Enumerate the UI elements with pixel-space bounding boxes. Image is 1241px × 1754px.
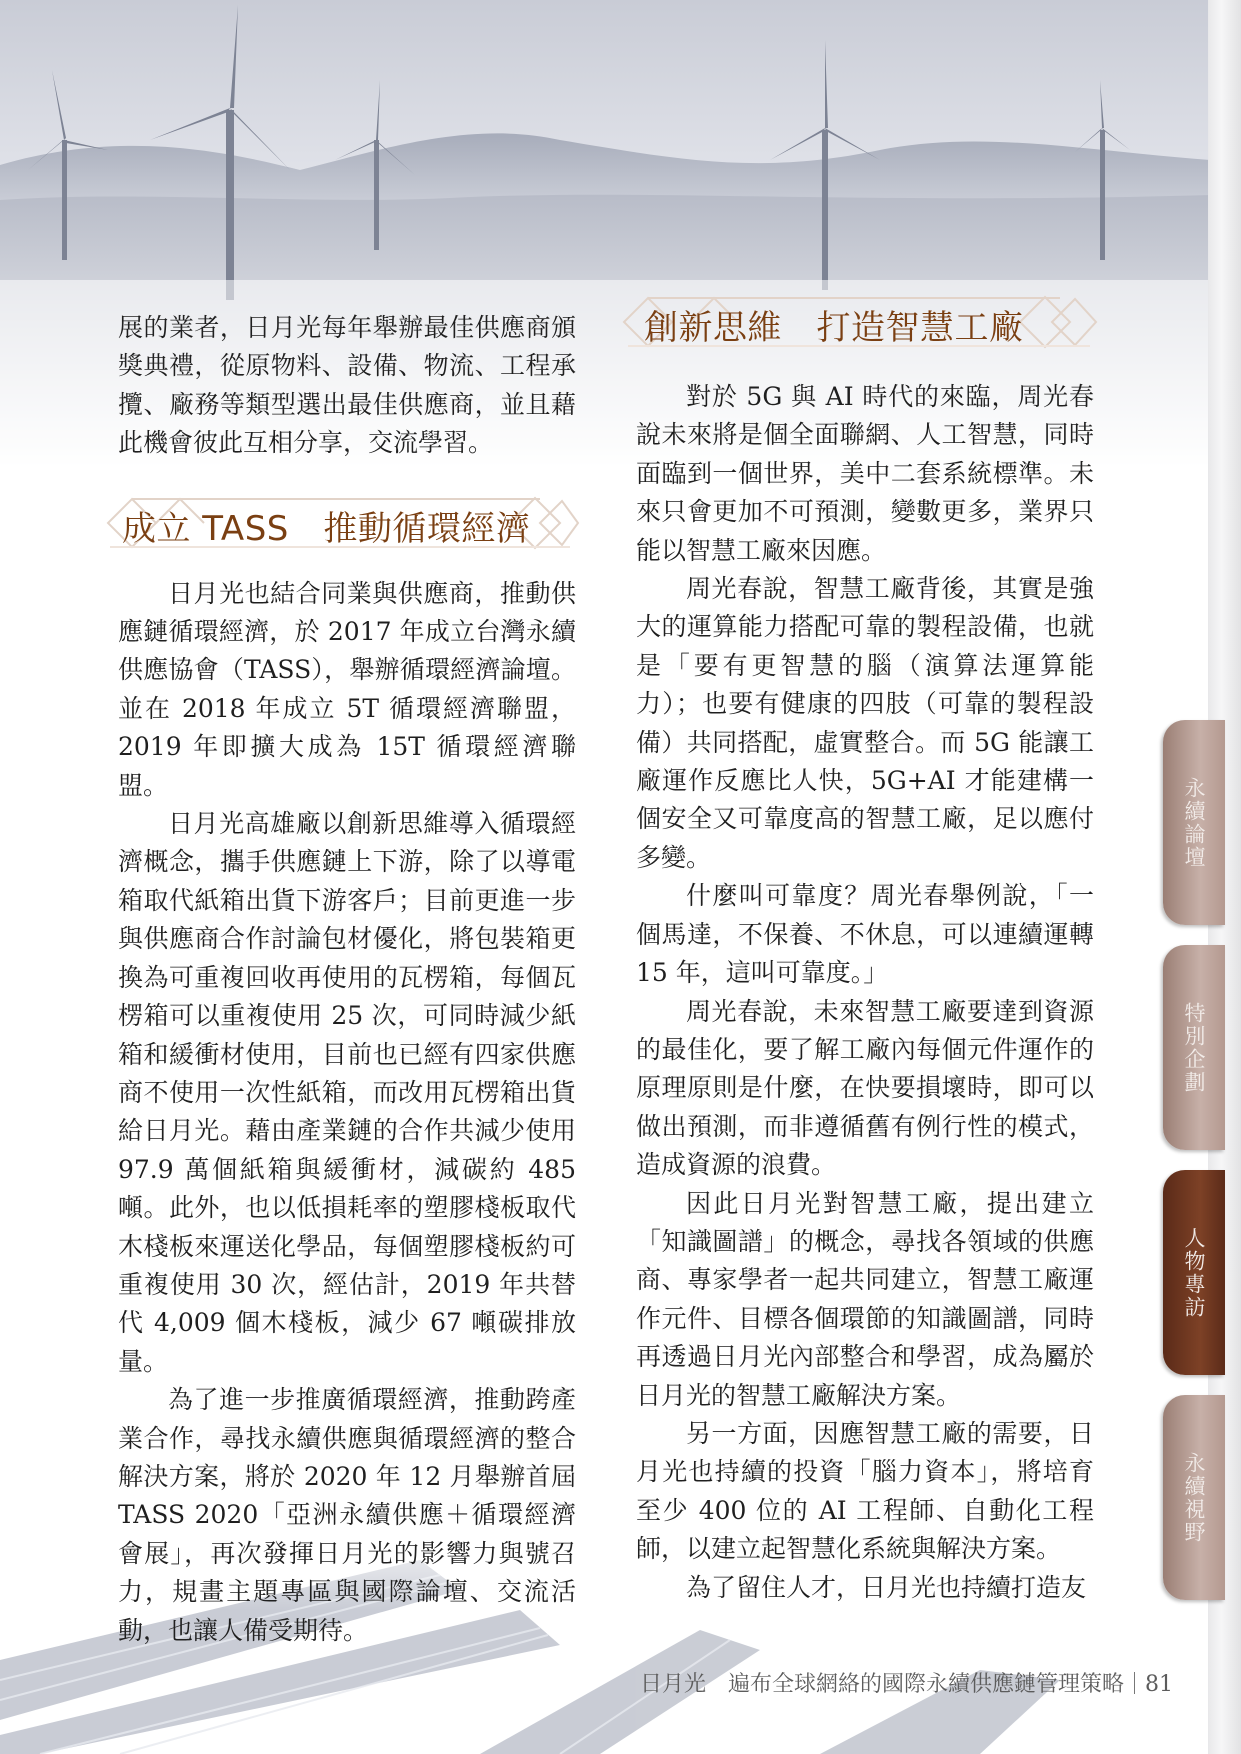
tab-sustainability-vision[interactable] <box>1163 1395 1225 1600</box>
section-tabs <box>1155 700 1241 1620</box>
section-heading-smart-factory <box>620 284 1100 360</box>
heading-text: 創新思維 打造智慧工廠 <box>644 308 1024 348</box>
body-paragraph: 周光春說，智慧工廠背後，其實是強大的運算能力搭配可靠的製程設備，也就是「要有更智慧的腦（演算法運算能力）；也要有健康的四肢（可靠的製程設備）共同搭配，虛實整合。而 5G 能讓工廠運作反應比人快，5G+AI 才能建構一個安全又可靠度高的智慧工廠，足以應付多變。 <box>636 574 1094 872</box>
footer-divider <box>1134 1672 1135 1694</box>
tab-special-feature[interactable] <box>1163 945 1225 1150</box>
tab-label: 永續論壇 <box>1182 776 1206 869</box>
tab-label: 特別企劃 <box>1182 1001 1206 1094</box>
left-column-text <box>118 309 576 1650</box>
tab-label: 人物專訪 <box>1182 1226 1206 1319</box>
tab-sustainability-forum[interactable] <box>1163 720 1225 925</box>
body-paragraph: 為了進一步推廣循環經濟，推動跨產業合作，尋找永續供應與循環經濟的整合解決方案，將於 2020 年 12 月舉辦首屆 TASS 2020「亞洲永續供應＋循環經濟會展」，再次發揮日月光的影響力與號召力，規畫主題專區與國際論壇、交流活動，也讓人備受期待。 <box>118 1385 576 1645</box>
body-paragraph: 為了留住人才，日月光也持續打造友 <box>686 1572 1087 1602</box>
right-column-text <box>636 378 1094 1607</box>
page-number: 81 <box>1145 1672 1173 1697</box>
body-paragraph: 另一方面，因應智慧工廠的需要，日月光也持續的投資「腦力資本」，將培育至少 400 位的 AI 工程師、自動化工程師，以建立起智慧化系統與解決方案。 <box>636 1418 1094 1564</box>
tab-label: 永續視野 <box>1182 1451 1206 1544</box>
heading-text: 成立 TASS 推動循環經濟 <box>122 509 531 549</box>
footer-title: 日月光 遍布全球網絡的國際永續供應鏈管理策略 <box>639 1672 1124 1697</box>
body-paragraph: 日月光高雄廠以創新思維導入循環經濟概念，攜手供應鏈上下游，除了以導電箱取代紙箱出貨下游客戶；目前更進一步與供應商合作討論包材優化，將包裝箱更換為可重複回收再使用的瓦楞箱，每個瓦楞箱可以重複使用 25 次，可同時減少紙箱和緩衝材使用，目前也已經有四家供應商不使用一次性紙箱，而改用瓦楞箱出貨給日月光。藉由產業鏈的合作共減少使用 97.9 萬個紙箱與緩衝材，減碳約 485 噸。此外，也以低損耗率的塑膠棧板取代木棧板來運送化學品，每個塑膠棧板約可重複使用 30 次，經估計，2019 年共替代 4,009 個木棧板，減少 67 噸碳排放量。 <box>118 809 576 1376</box>
page-footer <box>640 1667 1173 1698</box>
body-paragraph: 因此日月光對智慧工廠，提出建立「知識圖譜」的概念，尋找各領域的供應商、專家學者一起共同建立，智慧工廠運作元件、目標各個環節的知識圖譜，同時再透過日月光內部整合和學習，成為屬於日月光的智慧工廠解決方案。 <box>636 1188 1094 1410</box>
intro-paragraph: 展的業者，日月光每年舉辦最佳供應商頒獎典禮，從原物料、設備、物流、工程承攬、廠務等類型選出最佳供應商，並且藉此機會彼此互相分享，交流學習。 <box>118 313 576 458</box>
body-paragraph: 什麼叫可靠度？周光春舉例說，「一個馬達，不保養、不休息，可以連續運轉 15 年，這叫可靠度。」 <box>636 881 1094 988</box>
heading-spacer <box>118 463 576 575</box>
body-paragraph: 日月光也結合同業與供應商，推動供應鏈循環經濟，於 2017 年成立台灣永續供應協會（TASS），舉辦循環經濟論壇。並在 2018 年成立 5T 循環經濟聯盟，2019 年即擴大成為 15T 循環經濟聯盟。 <box>118 578 576 800</box>
body-paragraph: 對於 5G 與 AI 時代的來臨，周光春說未來將是個全面聯網、人工智慧，同時面臨到一個世界，美中二套系統標準。未來只會更加不可預測，變數更多，業界只能以智慧工廠來因應。 <box>636 382 1094 565</box>
body-paragraph: 周光春說，未來智慧工廠要達到資源的最佳化，要了解工廠內每個元件運作的原理原則是什麼，在快要損壞時，即可以做出預測，而非遵循舊有例行性的模式，造成資源的浪費。 <box>636 996 1094 1180</box>
tab-interview[interactable] <box>1163 1170 1225 1375</box>
